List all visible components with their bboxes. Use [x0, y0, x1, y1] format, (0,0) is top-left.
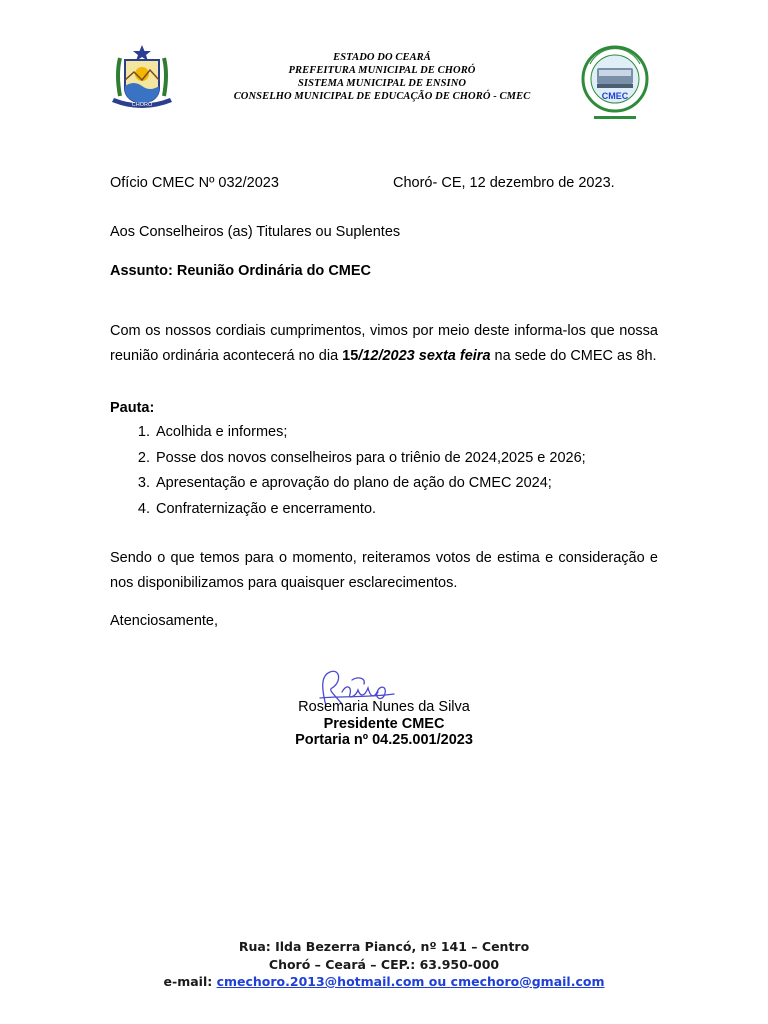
- cmec-logo-text: CMEC: [601, 91, 629, 101]
- footer-city: Choró – Ceará – CEP.: 63.950-000: [268, 956, 500, 972]
- meeting-day: 15: [342, 348, 359, 364]
- body-paragraph: [110, 319, 658, 369]
- agenda-item-number: 4.: [137, 500, 150, 517]
- agenda-item-number: 2.: [137, 449, 150, 466]
- agenda-item-number: 3.: [137, 475, 150, 491]
- footer-email-line: [100, 973, 668, 991]
- subject-line: Assunto: Reunião Ordinária do CMEC: [110, 263, 372, 279]
- agenda-item: [110, 497, 658, 523]
- municipal-crest-icon: [106, 44, 178, 112]
- crest-banner-text: CHORÓ: [131, 102, 153, 108]
- agenda-label: Pauta:: [110, 400, 155, 416]
- header-line-council: CONSELHO MUNICIPAL DE EDUCAÇÃO DE CHORÓ - CMEC: [233, 91, 531, 102]
- meeting-date: /12/2023 sexta feira: [358, 348, 491, 364]
- signature-block: [234, 699, 534, 749]
- email-link-hotmail[interactable]: cmechoro.2013@hotmail.com: [216, 974, 425, 989]
- footer: [100, 938, 668, 991]
- signatory-portaria: Portaria nº 04.25.001/2023: [295, 732, 473, 748]
- agenda-item-text: Acolhida e informes;: [156, 424, 288, 440]
- letter-reference: Ofício CMEC Nº 032/2023: [110, 175, 279, 191]
- agenda-item: [110, 420, 658, 446]
- header-line-prefecture: PREFEITURA MUNICIPAL DE CHORÓ: [288, 65, 476, 76]
- header-line-state: ESTADO DO CEARÁ: [333, 52, 431, 63]
- agenda-list: [110, 420, 658, 522]
- closing-paragraph: Sendo o que temos para o momento, reiteramos votos de estima e consideração e nos disponibilizamos para quaisquer esclarecimentos.: [110, 550, 658, 591]
- cmec-logo-icon: [580, 44, 650, 124]
- letterhead: [200, 51, 564, 103]
- email-link-gmail[interactable]: cmechoro@gmail.com: [450, 974, 605, 989]
- agenda-item: [110, 471, 658, 497]
- letter-date: Choró- CE, 12 dezembro de 2023.: [393, 175, 615, 191]
- header-line-system: SISTEMA MUNICIPAL DE ENSINO: [297, 78, 467, 89]
- footer-address: Rua: Ilda Bezerra Piancó, nº 141 – Centro: [238, 939, 530, 954]
- paragraph-start: Com os nossos cordiais cumprimentos, vimos por meio deste informa-los que nossa reunião ordinária acontecerá no dia: [110, 323, 658, 364]
- recipients-line: Aos Conselheiros (as) Titulares ou Suplentes: [110, 224, 401, 240]
- signatory-name: Rosemaria Nunes da Silva: [298, 699, 470, 715]
- signatory-title: Presidente CMEC: [323, 715, 445, 732]
- footer-email-separator: ou: [424, 974, 451, 989]
- paragraph-end: na sede do CMEC as 8h.: [490, 348, 657, 364]
- agenda-item-number: 1.: [137, 424, 150, 440]
- agenda-item-text: Posse dos novos conselheiros para o triênio de 2024,2025 e 2026;: [156, 449, 586, 466]
- footer-email-label: e-mail:: [163, 974, 217, 989]
- agenda-item-text: Apresentação e aprovação do plano de ação do CMEC 2024;: [156, 475, 552, 491]
- agenda-item-text: Confraternização e encerramento.: [156, 500, 377, 517]
- agenda-item: [110, 446, 658, 472]
- regards-line: Atenciosamente,: [110, 613, 219, 629]
